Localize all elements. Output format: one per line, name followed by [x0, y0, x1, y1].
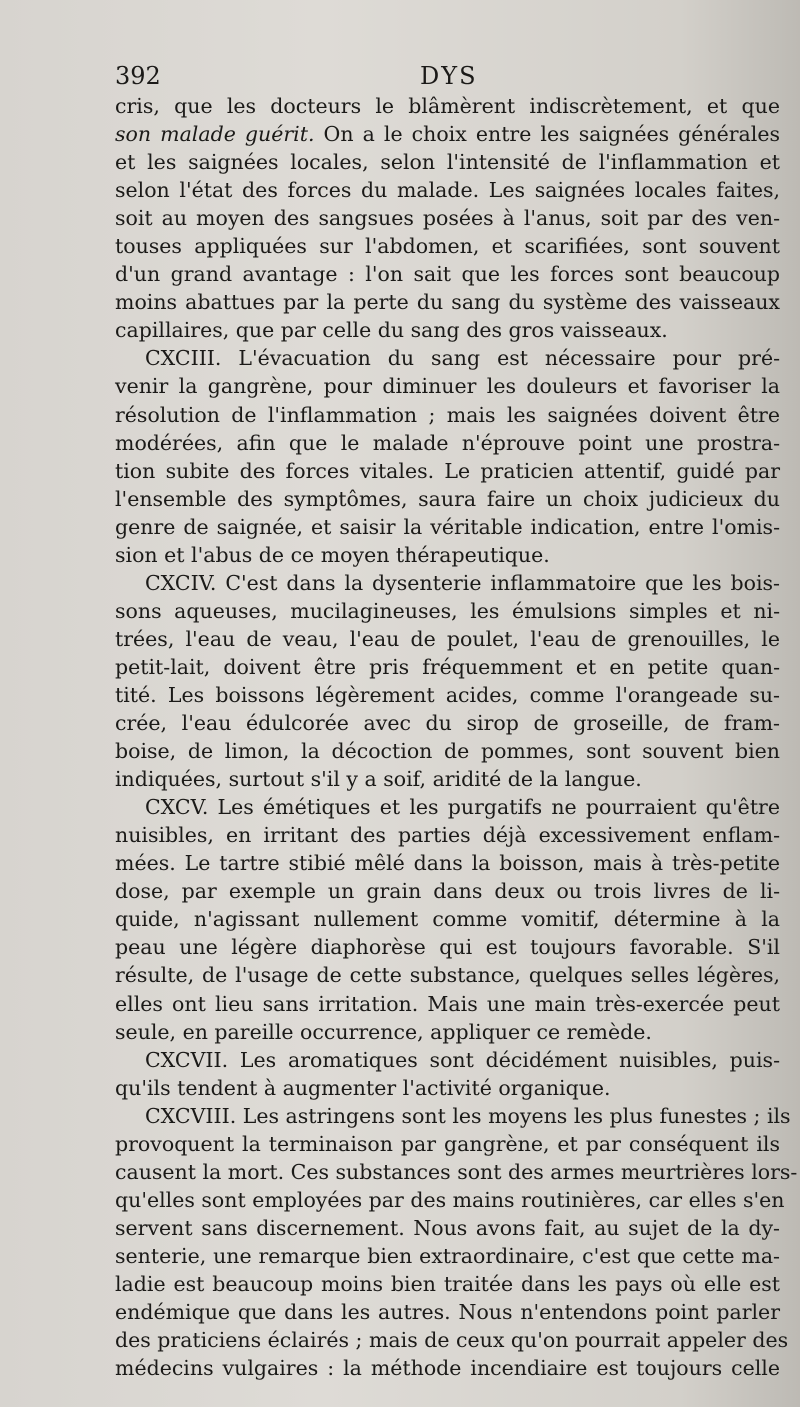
text-line: tion subite des forces vitales. Le praticien attentif, guidé par [115, 458, 780, 483]
text-line: genre de saignée, et saisir la véritable indication, entre l'omis- [115, 514, 780, 539]
text-line: endémique que dans les autres. Nous n'entendons point parler [115, 1300, 780, 1325]
text-line: résolution de l'inflammation ; mais les saignées doivent être [115, 402, 780, 427]
text-line: cris, que les docteurs le blâmèrent indiscrètement, et que [115, 94, 780, 118]
text-line: provoquent la terminaison par gangrène, et par conséquent ils [115, 1131, 780, 1156]
text-line: ladie est beaucoup moins bien traitée dans les pays où elle est [115, 1271, 780, 1296]
text-line: CXCVII. Les aromatiques sont décidément nuisibles, puis- [145, 1047, 780, 1072]
text-line: mées. Le tartre stibié mêlé dans la boisson, mais à très-petite [115, 851, 780, 876]
text-line: causent la mort. Ces substances sont des armes meurtrières lors- [115, 1159, 798, 1184]
text-line: elles ont lieu sans irritation. Mais une main très-exercée peut [115, 991, 780, 1016]
italic-phrase: son malade guérit. [115, 122, 315, 147]
body-text [115, 92, 798, 1382]
text-line: son malade guérit. On a le choix entre les saignées générales [115, 122, 780, 147]
text-line: qu'elles sont employées par des mains routinières, car elles s'en [115, 1187, 785, 1212]
text-line: d'un grand avantage : l'on sait que les forces sont beaucoup [115, 262, 780, 287]
text-line: et les saignées locales, selon l'intensité de l'inflammation et [115, 150, 780, 175]
text-line: CXCV. Les émétiques et les purgatifs ne pourraient qu'être [145, 795, 780, 820]
text-line: nuisibles, en irritant des parties déjà excessivement enflam- [115, 823, 780, 848]
text-line: touses appliquées sur l'abdomen, et scarifiées, sont souvent [115, 234, 780, 259]
page-number: 392 [115, 62, 161, 90]
text-line: médecins vulgaires : la méthode incendiaire est toujours celle [115, 1356, 780, 1381]
text-line: CXCIII. L'évacuation du sang est nécessaire pour pré- [145, 346, 780, 371]
text-line: l'ensemble des symptômes, saura faire un choix judicieux du [115, 486, 780, 511]
text-line: dose, par exemple un grain dans deux ou trois livres de li- [115, 879, 780, 904]
running-head: DYS [420, 62, 478, 90]
text-line: sons aqueuses, mucilagineuses, les émulsions simples et ni- [115, 598, 780, 623]
text-line: soit au moyen des sangsues posées à l'anus, soit par des ven- [115, 206, 780, 231]
text-line: seule, en pareille occurrence, appliquer ce remède. [115, 1019, 652, 1044]
text-line: moins abattues par la perte du sang du système des vaisseaux [115, 290, 780, 315]
text-line: crée, l'eau édulcorée avec du sirop de groseille, de fram- [115, 711, 780, 736]
text-line: sion et l'abus de ce moyen thérapeutique. [115, 542, 550, 567]
text-line: résulte, de l'usage de cette substance, quelques selles légères, [115, 963, 780, 988]
text-line: capillaires, que par celle du sang des gros vaisseaux. [115, 318, 668, 343]
text-line: venir la gangrène, pour diminuer les douleurs et favoriser la [115, 374, 780, 399]
text-line: modérées, afin que le malade n'éprouve point une prostra- [115, 430, 780, 455]
text-line: CXCVIII. Les astringens sont les moyens les plus funestes ; ils [145, 1103, 791, 1128]
text-line: indiquées, surtout s'il y a soif, aridité de la langue. [115, 767, 642, 792]
text-line: CXCIV. C'est dans la dysenterie inflammatoire que les bois- [145, 570, 780, 595]
text-line: petit-lait, doivent être pris fréquemment et en petite quan- [115, 654, 780, 679]
text-line: selon l'état des forces du malade. Les saignées locales faites, [115, 178, 780, 203]
text-line: quide, n'agissant nullement comme vomitif, détermine à la [115, 907, 780, 932]
text-line: des praticiens éclairés ; mais de ceux qu'on pourrait appeler des [115, 1328, 789, 1353]
text-line: servent sans discernement. Nous avons fait, au sujet de la dy- [115, 1215, 780, 1240]
page-header [115, 62, 775, 92]
text-line: trées, l'eau de veau, l'eau de poulet, l'eau de grenouilles, le [115, 626, 780, 651]
text-line: boise, de limon, la décoction de pommes, sont souvent bien [115, 739, 780, 764]
text-line: senterie, une remarque bien extraordinaire, c'est que cette ma- [115, 1243, 780, 1268]
text-line: qu'ils tendent à augmenter l'activité organique. [115, 1075, 611, 1100]
text-line: tité. Les boissons légèrement acides, comme l'orangeade su- [115, 682, 780, 707]
text-line: peau une légère diaphorèse qui est toujours favorable. S'il [115, 935, 780, 960]
